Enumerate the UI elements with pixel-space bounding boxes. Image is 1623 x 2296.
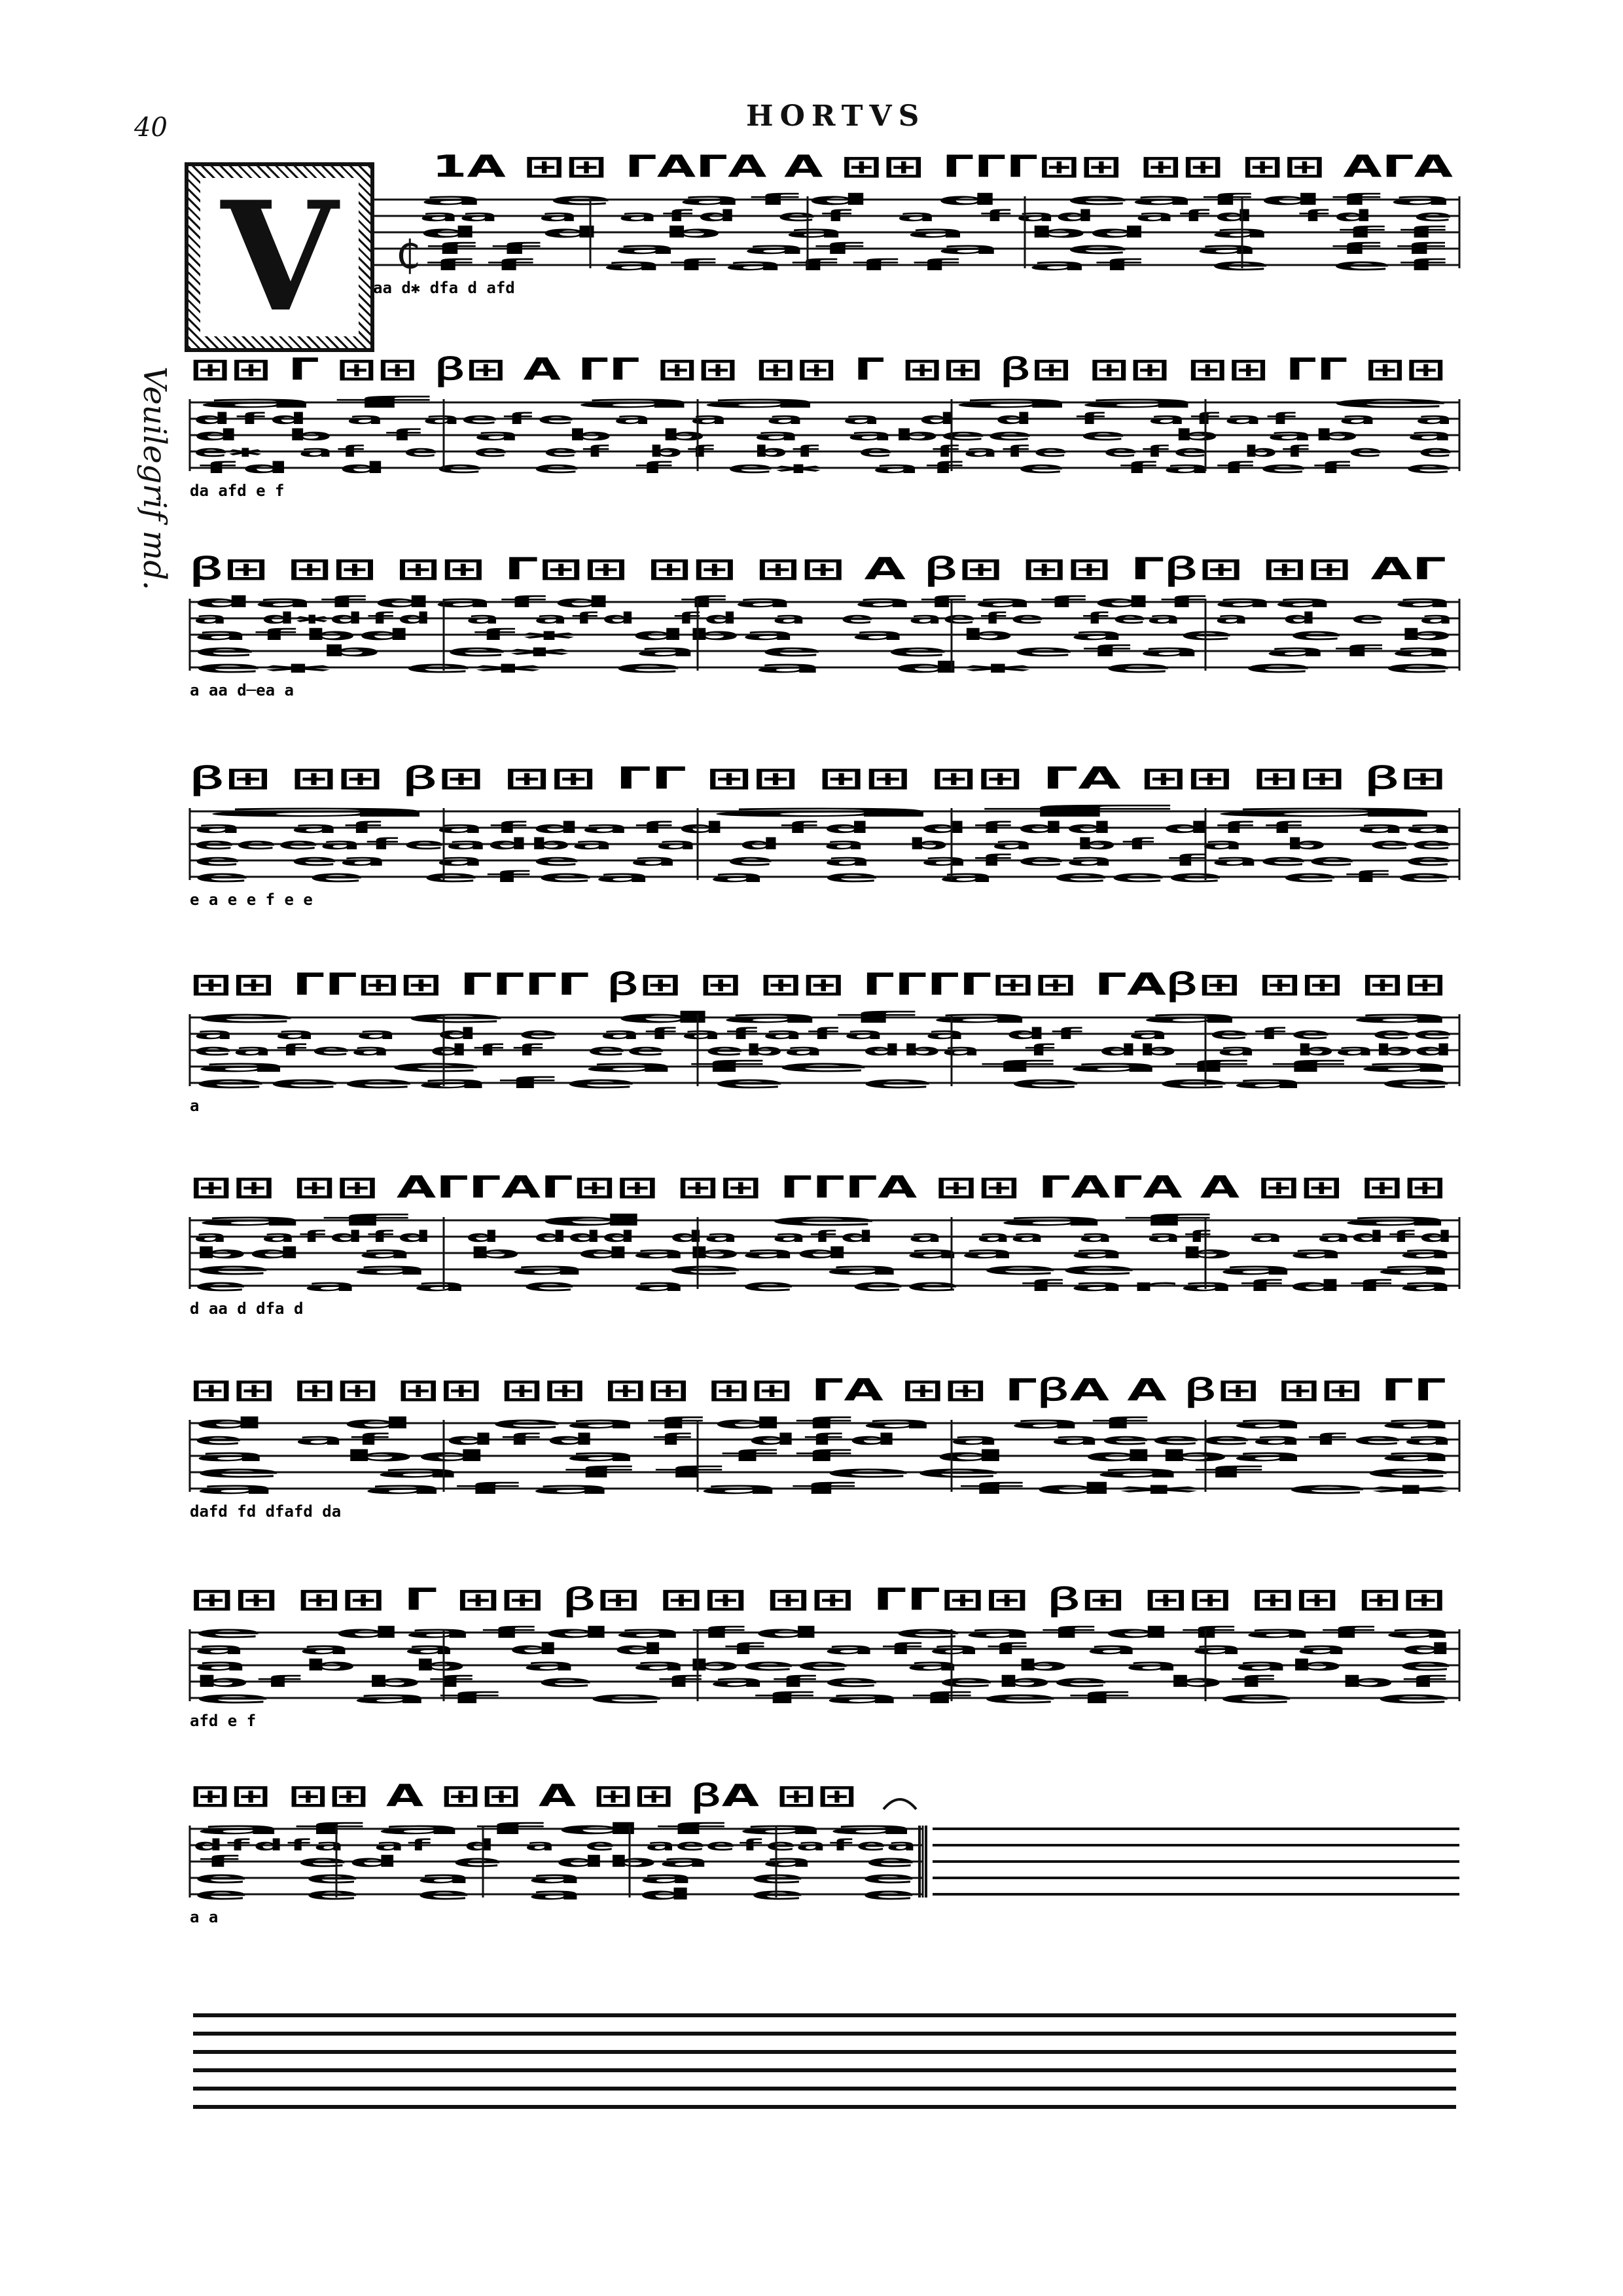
below-staff-letters: aa d✱ dfa d afd xyxy=(373,279,515,297)
rhythm-flags: ⊞⊞ ⊞⊞ AΓΓAΓ⊞⊞ ⊞⊞ ΓΓΓA ⊞⊞ ΓAΓA A ⊞⊞ ⊞⊞ xyxy=(190,1169,1446,1205)
tab-letters: eeeafe e e e ea e xyxy=(193,1074,1453,1092)
tab-letters: e✱ e✱ e a d✱ e e e xyxy=(193,658,1453,677)
tab-letters: a a a d d f afaf a a a d xyxy=(193,1640,1453,1658)
tab-letters: dfdfa af d a e aeefeafea xyxy=(193,1836,916,1854)
side-text: Veuilegrif md. xyxy=(136,366,173,591)
rhythm-flags: ⊞⊞ ⊞⊞ Γ ⊞⊞ ꞵ⊞ ⊞⊞ ⊞⊞ ΓΓ⊞⊞ ꞵ⊞ ⊞⊞ ⊞⊞ ⊞⊞ xyxy=(190,1581,906,1617)
tab-letters: a b b a abee a b a ab e xyxy=(193,1656,1453,1674)
tab-letters: bf bf e fafe ebe bf bf xyxy=(193,1672,1453,1691)
below-staff-letters: a xyxy=(190,1097,200,1115)
tab-letters: a afdfd d ddd da afd a aa a af a adfd xyxy=(193,1227,1453,1246)
tab-letters: d d b a a bd a ff xyxy=(419,223,1453,241)
tab-letters: a bd a ff d dba a xyxy=(193,1447,1453,1465)
tab-system xyxy=(190,351,1459,500)
tab-letters: dfd a aefe a a a a d d f afaf a a xyxy=(193,410,1453,428)
tab-letters: e e dafa a a xyxy=(193,1008,1453,1027)
below-staff-letters: d aa d dfa d xyxy=(190,1299,304,1318)
tab-system xyxy=(190,1169,1459,1318)
tab-letters: e a ff ee af e xyxy=(193,1463,1453,1481)
tab-letters: eafea dff ee eba dba f db a babd xyxy=(193,1041,1453,1059)
rhythm-flags: ꞵ⊞ ⊞⊞ ꞵ⊞ ⊞⊞ ΓΓ ⊞⊞ ⊞⊞ ⊞⊞ ΓA ⊞⊞ ⊞⊞ ꞵ⊞ xyxy=(190,760,872,796)
tab-letters: ff a af a e a ff xyxy=(419,239,1453,258)
tab-letters: aa a afd ef a fad afd fd e xyxy=(419,207,1453,225)
below-staff-letters: dafd fd dfafd da xyxy=(190,1502,342,1521)
tab-letters: eeeafeadba a d a b a bf a b ee xyxy=(193,835,1453,853)
below-staff-letters: afd e f xyxy=(190,1712,257,1730)
tab-letters: a e afd d eafdfa xyxy=(419,190,1453,209)
tab-letters: e ea a e a e a afea faee e xyxy=(193,851,1453,870)
tab-letters: a e afe faffa xyxy=(193,1057,1453,1076)
running-head: HORTVS xyxy=(746,99,926,133)
below-staff-letters: e a e e f e e xyxy=(190,891,313,909)
tab-letters: e e a a a e e xyxy=(193,1869,916,1887)
tab-letters: e b e✱ a e e efa afa xyxy=(193,642,1453,660)
rhythm-flags: ⊞⊞ Γ ⊞⊞ ꞵ⊞ A ΓΓ ⊞⊞ ⊞⊞ Γ ⊞⊞ ꞵ⊞ ⊞⊞ ⊞⊞ ΓΓ ⊞⊞ xyxy=(190,351,967,387)
rhythm-flags: 1A ⊞⊞ ΓAΓA A ⊞⊞ ΓΓΓ⊞⊞ ⊞⊞ ⊞⊞ AΓA xyxy=(432,149,1454,184)
tab-letters: a d✱dfd a afd fd a e aefe fea a d e a xyxy=(193,609,1453,627)
tab-letters: a af afdafd fd dfdd dff aa xyxy=(193,819,1453,837)
tab-letters: af aa aa e xyxy=(193,393,1453,412)
rhythm-flags: ⊞⊞ ⊞⊞ ⊞⊞ ⊞⊞ ⊞⊞ ⊞⊞ ΓA ⊞⊞ ΓꞵA A ꞵ⊞ ⊞⊞ ΓΓ xyxy=(190,1372,929,1407)
tab-letters: e a a e a e ee farafdfa xyxy=(193,1277,1453,1295)
rhythm-flags: ⊞⊞ ⊞⊞ A ⊞⊞ A ⊞⊞ ꞵA ⊞⊞ xyxy=(190,1778,605,1813)
tab-letters: e e efea a e a eee efe xyxy=(193,868,1453,886)
tab-system xyxy=(373,149,1459,297)
tab-system xyxy=(190,966,1459,1115)
tab-letters: bd a b dabad aa a b a a xyxy=(193,1244,1453,1262)
tab-letters: e af e fafef e e xyxy=(193,1689,1453,1707)
tab-letters: afbd f✱ dba a b a e e b xyxy=(193,626,1453,644)
tab-system xyxy=(190,1372,1459,1521)
tab-letters: a afa xyxy=(193,802,1453,821)
rhythm-flags: ꞵ⊞ ⊞⊞ ⊞⊞ Γ⊞⊞ ⊞⊞ ⊞⊞ A ꞵ⊞ ⊞⊞ Γꞵ⊞ ⊞⊞ AΓ xyxy=(190,551,895,586)
initial-letter: V xyxy=(200,178,359,336)
tab-letters: afafdfaa xyxy=(193,1820,916,1838)
tab-letters: d b f a b b a abee e b ab a xyxy=(193,426,1453,444)
tab-letters: e af dfd f dfd a aeeeafea xyxy=(193,1430,1453,1449)
tab-letters: ff afafff af e ef xyxy=(419,256,1453,274)
fermata-icon xyxy=(883,1799,916,1809)
tab-system xyxy=(190,551,1459,699)
meter-sign: ₵ xyxy=(396,232,421,278)
below-staff-letters: a aa d─ea a xyxy=(190,681,294,699)
tab-letters: e✱ af e e ef bf bf e fafe efe bf e e xyxy=(193,442,1453,461)
page-number: 40 xyxy=(134,113,168,143)
rhythm-flags: ⊞⊞ ΓΓ⊞⊞ ΓΓΓΓ ꞵ⊞ ⊞ ⊞⊞ ΓΓΓΓ⊞⊞ ΓAꞵ⊞ ⊞⊞ ⊞⊞ xyxy=(190,966,935,1002)
tab-system xyxy=(190,760,1459,909)
tab-letters: dafdafd fa afafdfaa a xyxy=(193,593,1453,611)
tab-letters: e a a e a ee a a xyxy=(193,1260,1453,1279)
tab-letters: a a a d e afafafa a df a efe ee xyxy=(193,1025,1453,1043)
tab-letters: e dafdafd eafdfafa xyxy=(193,1623,1453,1642)
below-staff-letters: da afd e f xyxy=(190,482,285,500)
tab-letters: d d eafdfa af a a xyxy=(193,1414,1453,1432)
tab-letters: fd d e e f e✱ af e fafef e xyxy=(193,459,1453,477)
tab-letters: f ed e dba a e xyxy=(193,1852,916,1871)
tab-letters: af d e af a xyxy=(193,1211,1453,1229)
tab-letters: a afa af fd✱ e✱ xyxy=(193,1479,1453,1498)
below-staff-letters: a a xyxy=(190,1908,219,1926)
tab-letters: e e e a d e e xyxy=(193,1885,916,1903)
tab-system xyxy=(190,1581,1459,1730)
tab-system xyxy=(190,1778,923,1926)
